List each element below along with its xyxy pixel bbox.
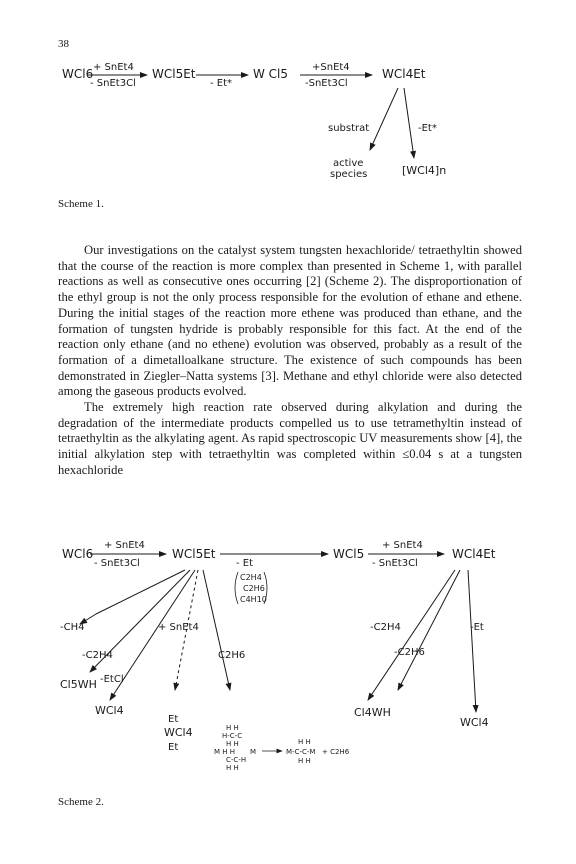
product-dimetalloalkane: M-C-C-M bbox=[286, 748, 316, 756]
arrow-label-reagent: +SnEt4 bbox=[312, 62, 350, 73]
label-minus-ethene-right: -C2H4 bbox=[370, 622, 401, 633]
arrow-label-reagent: + SnEt4 bbox=[93, 62, 134, 73]
wcl6-species: WCl6 bbox=[62, 547, 94, 561]
ethyl-group: Et bbox=[168, 714, 179, 725]
scheme-2-caption: Scheme 2. bbox=[58, 796, 104, 808]
product-h: H H bbox=[298, 757, 311, 765]
struct-h: H H bbox=[226, 764, 239, 772]
branch-arrow bbox=[368, 570, 455, 700]
product-ethene: C2H4 bbox=[240, 573, 262, 582]
branch-label-ethyl: -Et* bbox=[418, 123, 437, 134]
ethyl-group: Et bbox=[168, 742, 179, 753]
paragraph-1: Our investigations on the catalyst system tungsten hexachloride/ tetraethyltin showed that the course of the reaction is more complex than presented in Scheme 1, with parallel reactions as well as consecutive ones occurring [2] (Scheme 2). The disproportionation of the ethyl group is not the only process responsible for the evolution of ethane and ethene. During the initial stages of the reaction more ethene was produced than ethane, and the formation of tungsten hydride is probably responsible for this fact. At the end of the reaction only ethane (and no ethene) evolution was observed, probably as a result of the formation of a dimetalloalkane structure. The existence of such compounds has been demonstrated in Ziegler–Natta systems [3]. Methane and ethyl chloride were also detected among the gaseous products evolved. bbox=[58, 243, 522, 399]
wcl5-species: WCl5 bbox=[333, 547, 365, 561]
wcl5et-species: WCl5Et bbox=[152, 67, 196, 81]
wcl6-species: WCl6 bbox=[62, 67, 94, 81]
arrow-label-byproduct: - Et* bbox=[210, 78, 233, 89]
struct-metal: M bbox=[250, 748, 257, 756]
wcl5-species: W Cl5 bbox=[253, 67, 289, 81]
cl4wh-species: Cl4WH bbox=[354, 706, 391, 719]
wcl4et-species: WCl4Et bbox=[452, 547, 496, 561]
arrow-label-byproduct: - Et bbox=[236, 558, 254, 569]
active-species-label: species bbox=[330, 169, 368, 180]
label-plus-tetraethyltin: + SnEt4 bbox=[158, 622, 199, 633]
label-minus-ethene: -C2H4 bbox=[82, 650, 113, 661]
arrow-label-reagent: + SnEt4 bbox=[104, 540, 145, 551]
struct-h: H H bbox=[226, 724, 239, 732]
arrow-label-reagent: + SnEt4 bbox=[382, 540, 423, 551]
label-minus-ethyl-right: -Et bbox=[470, 622, 484, 633]
label-minus-ethane-right: -C2H6 bbox=[394, 647, 425, 658]
label-minus-ethyl-chloride: -EtCl bbox=[100, 674, 124, 685]
wcl5et-species: WCl5Et bbox=[172, 547, 216, 561]
page-number: 38 bbox=[58, 38, 69, 50]
active-species-label: active bbox=[333, 158, 364, 169]
wcl4-polymer: [WCl4]n bbox=[402, 164, 447, 177]
wcl4et-species: WCl4Et bbox=[382, 67, 426, 81]
arrow-label-byproduct: - SnEt3Cl bbox=[372, 558, 418, 569]
struct-metal: M H H bbox=[214, 748, 236, 756]
product-h: H H bbox=[298, 738, 311, 746]
scheme-1-caption: Scheme 1. bbox=[58, 198, 104, 210]
label-ethane: C2H6 bbox=[218, 650, 246, 661]
cl5wh-species: Cl5WH bbox=[60, 678, 97, 691]
branch-arrow bbox=[468, 570, 476, 712]
product-plus-ethane: + C2H6 bbox=[322, 748, 350, 756]
arrow-label-byproduct: - SnEt3Cl bbox=[94, 558, 140, 569]
branch-line bbox=[96, 570, 185, 614]
struct-h: H H bbox=[226, 740, 239, 748]
wcl4-species-right: WCl4 bbox=[460, 716, 489, 729]
arrow-label-byproduct: -SnEt3Cl bbox=[305, 78, 348, 89]
label-minus-methane: -CH4 bbox=[60, 622, 85, 633]
branch-label-substrate: substrat bbox=[328, 123, 370, 134]
struct-hcc: H-C-C bbox=[222, 732, 243, 740]
product-butane: C4H10 bbox=[240, 595, 267, 604]
paragraph-2: The extremely high reaction rate observed during alkylation and during the degradation of the intermediate products compelled us to use tetramethyltin instead of tetraethyltin as the alkylating agent. As rapid spectroscopic UV measurements show [4], the initial alkylation step with tetraethyltin was completed within ≤0.04 s at a tungsten hexachloride bbox=[58, 400, 522, 477]
struct-cch: C-C-H bbox=[226, 756, 247, 764]
wcl4-species: WCl4 bbox=[95, 704, 124, 717]
branch-arrow bbox=[398, 570, 460, 690]
arrow-label-byproduct: - SnEt3Cl bbox=[90, 78, 136, 89]
wcl4-diethyl: WCl4 bbox=[164, 726, 193, 739]
branch-arrow bbox=[203, 570, 230, 690]
bracket-left bbox=[235, 572, 238, 604]
product-ethane: C2H6 bbox=[243, 584, 265, 593]
